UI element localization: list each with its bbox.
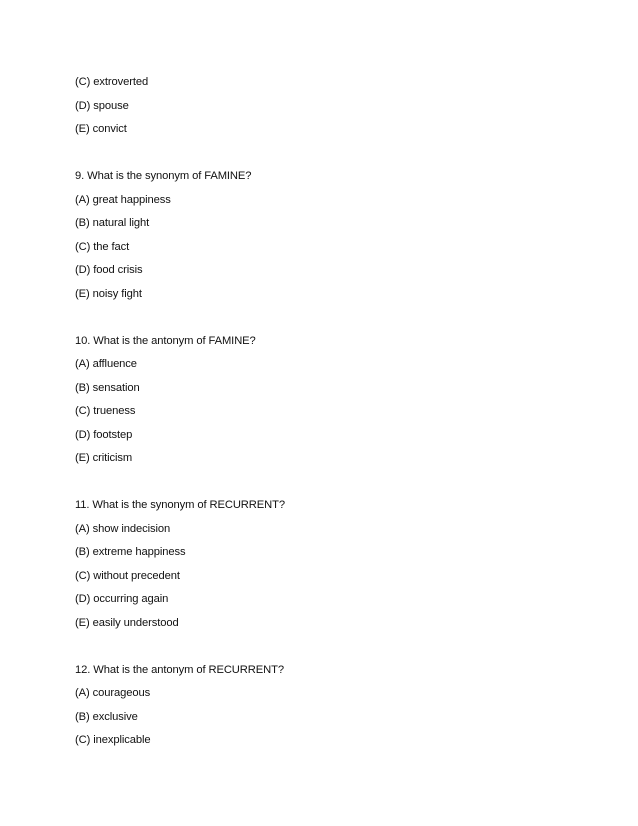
option-line: (C) extroverted <box>75 76 149 88</box>
question-prompt: 9. What is the synonym of FAMINE? <box>75 170 252 182</box>
option-line: (A) great happiness <box>75 193 171 206</box>
question-12 <box>75 662 575 756</box>
option-line: (E) criticism <box>75 452 133 464</box>
question-prompt: 12. What is the antonym of RECURRENT? <box>75 663 284 676</box>
option-line: (D) occurring again <box>75 593 169 605</box>
option-line: (D) footstep <box>75 428 133 441</box>
question-prompt: 10. What is the antonym of FAMINE? <box>75 334 256 347</box>
option-line: (B) exclusive <box>75 710 138 723</box>
option-line: (C) inexplicable <box>75 734 151 746</box>
option-line: (D) food crisis <box>75 264 143 276</box>
question-prompt: 11. What is the synonym of RECURRENT? <box>75 499 285 511</box>
previous-question-options <box>75 74 575 145</box>
question-9 <box>75 168 575 309</box>
option-line: (B) natural light <box>75 217 150 229</box>
option-line: (E) easily understood <box>75 616 179 629</box>
option-line: (A) affluence <box>75 358 137 370</box>
option-line: (B) extreme happiness <box>75 546 186 558</box>
question-10 <box>75 333 575 474</box>
option-line: (C) the fact <box>75 240 130 253</box>
quiz-content <box>75 74 575 756</box>
option-line: (E) noisy fight <box>75 287 142 300</box>
option-line: (C) without precedent <box>75 569 180 582</box>
option-line: (E) convict <box>75 123 127 135</box>
question-11 <box>75 497 575 638</box>
option-line: (D) spouse <box>75 99 129 112</box>
option-line: (A) courageous <box>75 687 151 699</box>
option-line: (B) sensation <box>75 381 140 394</box>
option-line: (C) trueness <box>75 405 136 417</box>
option-line: (A) show indecision <box>75 522 171 535</box>
